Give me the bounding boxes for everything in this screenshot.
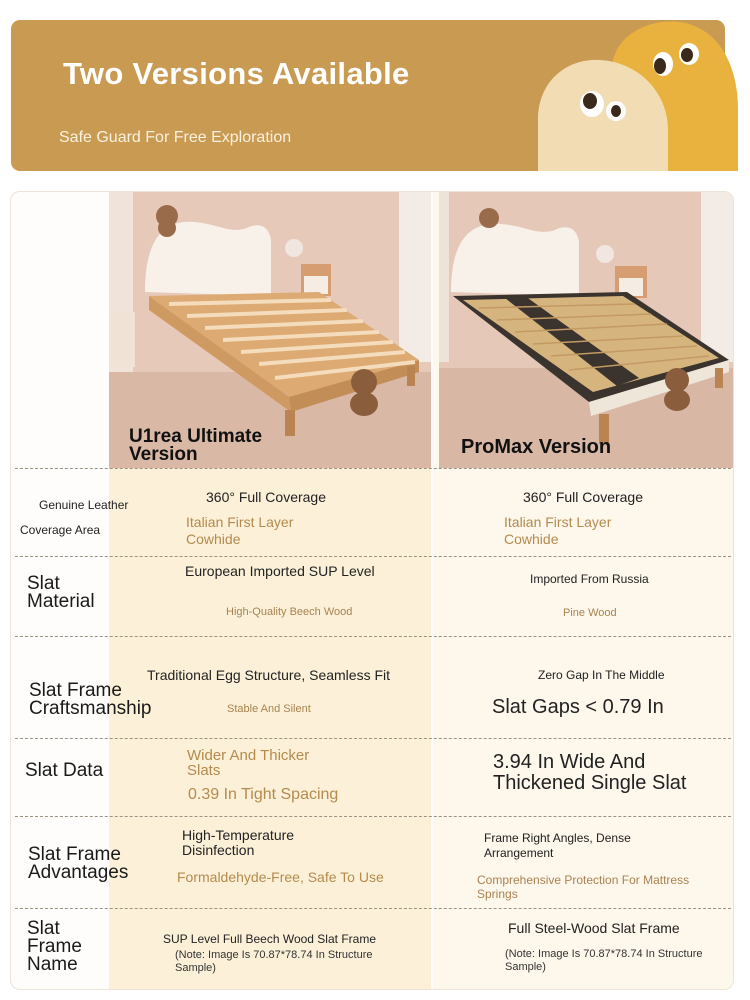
version-label-ultimate: U1rea Ultimate Version (129, 426, 263, 465)
row-label-coverage: Coverage Area (20, 523, 101, 537)
row-divider (15, 636, 731, 637)
row-label-frame-name: Slat Frame Name (27, 918, 82, 975)
ultimate-spacing: 0.39 In Tight Spacing (188, 786, 339, 803)
row-label-slat-data: Slat Data (25, 760, 104, 781)
ultimate-structure: Traditional Egg Structure, Seamless Fit (147, 667, 391, 683)
ultimate-disinfection: High-Temperature Disinfection (182, 827, 295, 858)
promax-material: Imported From Russia (530, 572, 649, 586)
ultimate-material: European Imported SUP Level (185, 563, 375, 579)
promax-cowhide: Italian First Layer Cowhide (504, 514, 612, 547)
promax-coverage: 360° Full Coverage (523, 489, 643, 505)
ultimate-frame-name: SUP Level Full Beech Wood Slat Frame (163, 932, 376, 946)
row-divider (15, 908, 731, 909)
promax-arrangement: Frame Right Angles, Dense Arrangement (484, 831, 631, 860)
row-label-material: Slat Material (27, 573, 95, 612)
row-divider (15, 738, 731, 739)
promax-note: (Note: Image Is 70.87*78.74 In Structure Sample) (505, 948, 703, 973)
promax-slat-size: 3.94 In Wide And Thickened Single Slat (493, 751, 687, 794)
row-divider (15, 816, 731, 817)
promax-gap: Zero Gap In The Middle (538, 668, 665, 682)
comparison-panel (10, 191, 734, 990)
banner-subtitle: Safe Guard For Free Exploration (59, 129, 292, 146)
banner-title: Two Versions Available (63, 56, 410, 91)
promax-slat-gap: Slat Gaps < 0.79 In (492, 696, 664, 718)
ultimate-stability: Stable And Silent (227, 703, 311, 715)
ultimate-coverage: 360° Full Coverage (206, 489, 326, 505)
ultimate-safety: Formaldehyde-Free, Safe To Use (177, 869, 384, 885)
banner (11, 20, 725, 171)
promax-frame-name: Full Steel-Wood Slat Frame (508, 920, 680, 936)
ultimate-cowhide: Italian First Layer Cowhide (186, 514, 294, 547)
row-divider (15, 468, 731, 469)
row-label-advantages: Slat Frame Advantages (28, 844, 129, 883)
ultimate-note: (Note: Image Is 70.87*78.74 In Structure Sample) (175, 949, 373, 974)
version-label-promax: ProMax Version (461, 436, 612, 458)
ultimate-slat-size: Wider And Thicker Slats (187, 747, 310, 779)
row-label-craftsmanship: Slat Frame Craftsmanship (29, 680, 152, 719)
row-divider (15, 556, 731, 557)
row-label-leather: Genuine Leather (39, 498, 129, 512)
promax-protection: Comprehensive Protection For Mattress Springs (477, 873, 690, 901)
promax-wood: Pine Wood (563, 607, 617, 619)
ultimate-wood: High-Quality Beech Wood (226, 606, 353, 618)
bed-photo-promax (439, 192, 733, 468)
